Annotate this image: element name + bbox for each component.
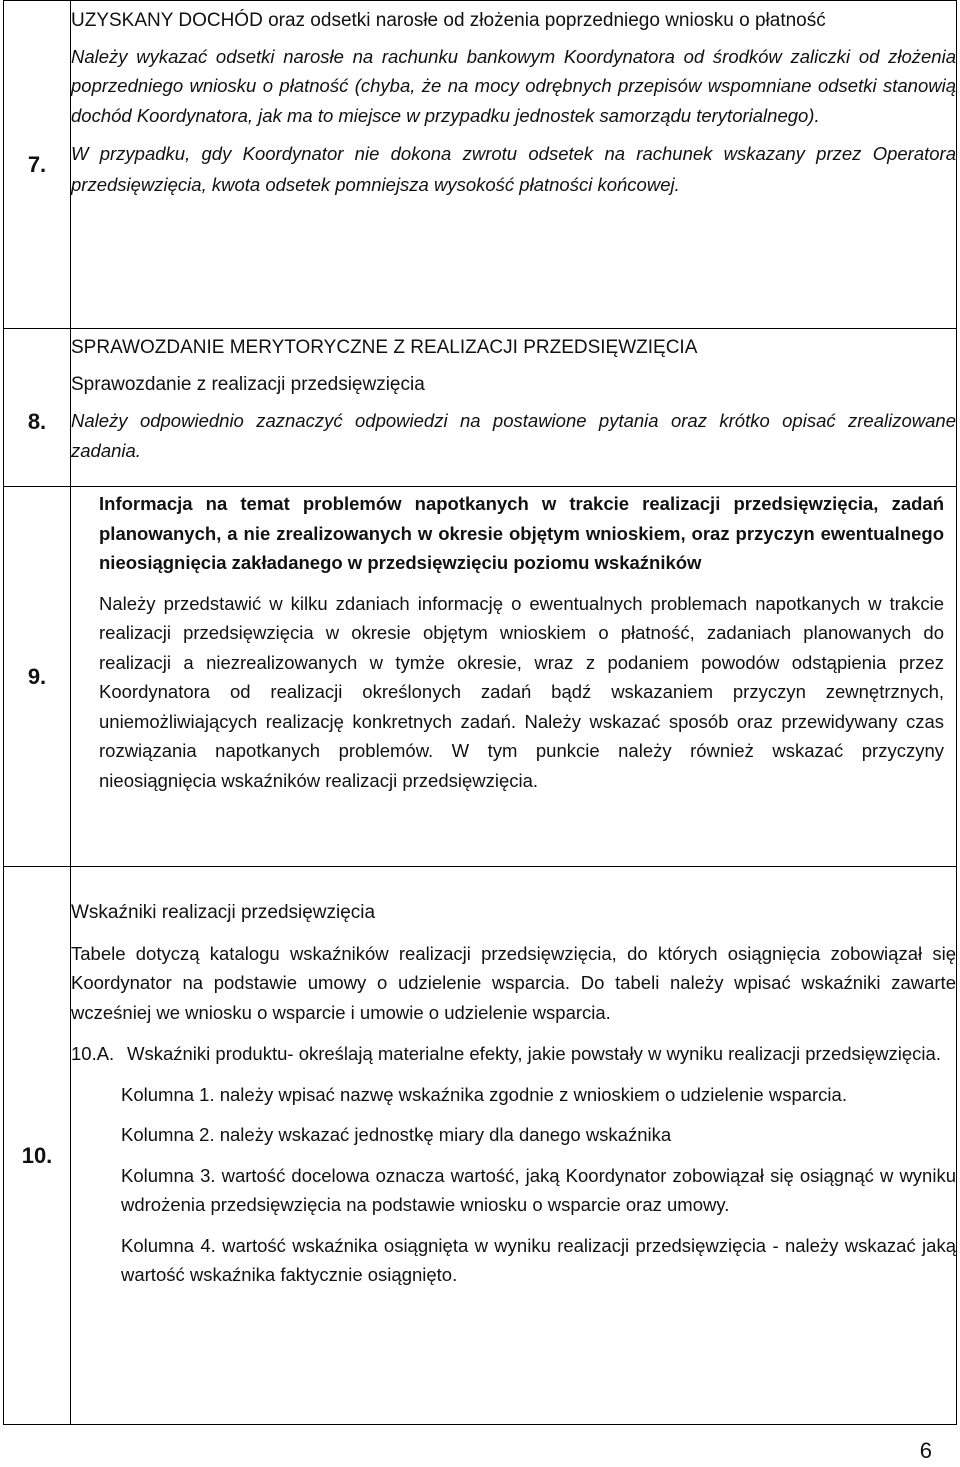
section-7-paragraph-1: Należy wykazać odsetki narosłe na rachunku bankowym Koordynatora od środków zaliczki od złożenia poprzedniego wniosku o płatność (chyba, że na mocy odrębnych przepisów wspomniane odsetki stanowią dochód Koordynatora, jak ma to miejsce w przypadku jednostek samorządu terytorialnego).	[71, 45, 956, 126]
section-9-heading: Informacja na temat problemów napotkanych w trakcie realizacji przedsięwzięcia, zadań planowanych, a nie zrealizowanych w okresie objętym wnioskiem, oraz przyczyn ewentualnego nieosiągnięcia zakładanego w przedsięwzięciu poziomu wskaźników	[99, 493, 944, 573]
section-7-heading: UZYSKANY DOCHÓD oraz odsetki narosłe od złożenia poprzedniego wniosku o płatność	[71, 10, 826, 31]
section-7-paragraph-2: W przypadku, gdy Koordynator nie dokona zwrotu odsetek na rachunek wskazany przez Operatora przedsięwzięcia, kwota odsetek pomniejsza wysokość płatności końcowej.	[71, 143, 956, 195]
document-page	[3, 0, 957, 1425]
section-9-row	[4, 487, 957, 867]
section-9-paragraph-1: Należy przedstawić w kilku zdaniach informację o ewentualnych problemach napotkanych w trakcie realizacji przedsięwzięcia w okresie objętym wnioskiem o płatność, zadaniach planowanych do realizacji a niezrealizowanych w tymże okresie, wraz z podaniem powodów odstąpienia przez Koordynatora od realizacji określonych zadań bądź wskazaniem przyczyn zewnętrznych, uniemożliwiających realizację konkretnych zadań. Należy wskazać sposób oraz przewidywany czas rozwiązania napotkanych problemów. W tym punkcie należy również wskazać przyczyny nieosiągnięcia wskaźników realizacji przedsięwzięcia.	[99, 592, 944, 791]
instructions-table	[3, 0, 957, 1425]
section-10-heading: Wskaźniki realizacji przedsięwzięcia	[71, 902, 376, 923]
section-10-number: 10.	[4, 867, 71, 1425]
section-10-item-a	[71, 1039, 956, 1069]
section-10-column-1: Kolumna 1. należy wpisać nazwę wskaźnika zgodnie z wnioskiem o udzielenie wsparcia.	[121, 1083, 847, 1105]
section-7-content	[71, 1, 957, 329]
section-9-content	[71, 487, 957, 867]
section-10-column-4: Kolumna 4. wartość wskaźnika osiągnięta w wyniku realizacji przedsięwzięcia - należy wskazać jaką wartość wskaźnika faktycznie osiągnięto.	[121, 1234, 956, 1285]
section-8-paragraph-1: Należy odpowiednio zaznaczyć odpowiedzi na postawione pytania oraz krótko opisać zrealizowane zadania.	[71, 410, 956, 461]
section-10-paragraph-1: Tabele dotyczą katalogu wskaźników realizacji przedsięwzięcia, do których osiągnięcia zobowiązał się Koordynator na podstawie umowy o udzielenie wsparcia. Do tabeli należy wpisać wskaźniki zawarte wcześniej we wniosku o wsparcie i umowie o udzielenie wsparcia.	[71, 942, 956, 1023]
section-7-number: 7.	[4, 1, 71, 329]
section-8-row	[4, 329, 957, 487]
section-8-heading: SPRAWOZDANIE MERYTORYCZNE Z REALIZACJI PRZEDSIĘWZIĘCIA	[71, 337, 698, 358]
section-8-content	[71, 329, 957, 487]
section-9-number: 9.	[4, 487, 71, 867]
section-7-row	[4, 1, 957, 329]
section-10-column-2: Kolumna 2. należy wskazać jednostkę miary dla danego wskaźnika	[121, 1124, 672, 1145]
section-10-row	[4, 867, 957, 1425]
section-8-number: 8.	[4, 329, 71, 487]
section-10-item-a-label: 10.A.	[71, 1043, 115, 1064]
section-10-content	[71, 867, 957, 1425]
page-number: 6	[919, 1438, 932, 1463]
section-8-subheading: Sprawozdanie z realizacji przedsięwzięcia	[71, 373, 425, 395]
section-10-item-a-text: Wskaźniki produktu- określają materialne efekty, jakie powstały w wyniku realizacji przedsięwzięcia.	[127, 1043, 941, 1064]
section-10-column-3: Kolumna 3. wartość docelowa oznacza wartość, jaką Koordynator zobowiązał się osiągnąć w wyniku wdrożenia przedsięwzięcia na podstawie wniosku o wsparcie oraz umowy.	[121, 1164, 956, 1215]
